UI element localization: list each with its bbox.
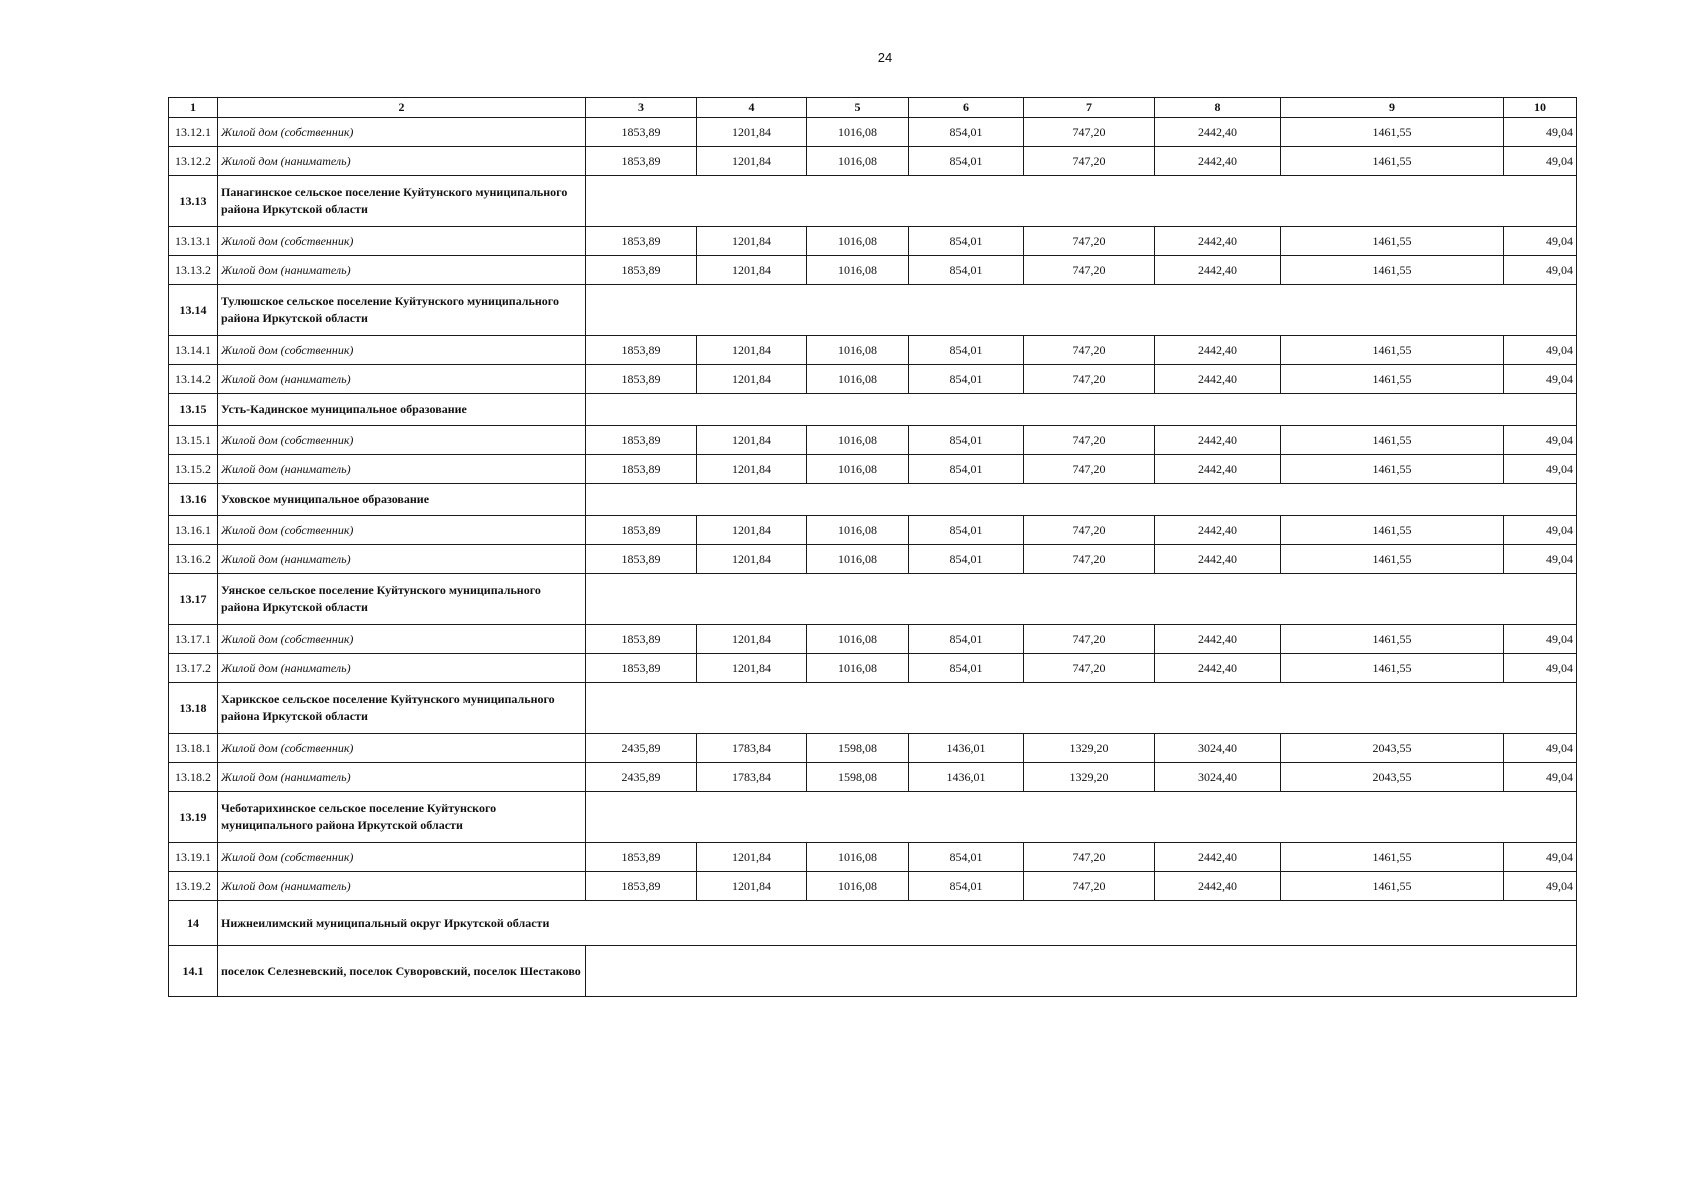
- column-header: 4: [697, 98, 807, 118]
- row-value: 1461,55: [1281, 545, 1504, 574]
- row-value: 2442,40: [1155, 365, 1281, 394]
- row-value: 2442,40: [1155, 545, 1281, 574]
- column-header: 10: [1504, 98, 1577, 118]
- row-value: 1853,89: [586, 455, 697, 484]
- group-code: 13.15: [169, 394, 218, 426]
- row-value: 1436,01: [909, 763, 1024, 792]
- group-header-row: [169, 484, 1577, 516]
- row-value: 49,04: [1504, 147, 1577, 176]
- row-code: 13.18.2: [169, 763, 218, 792]
- row-value: 1016,08: [807, 365, 909, 394]
- row-value: 1016,08: [807, 336, 909, 365]
- row-value: 1201,84: [697, 516, 807, 545]
- empty-cell: [586, 574, 1577, 625]
- row-value: 1201,84: [697, 118, 807, 147]
- row-value: 1201,84: [697, 654, 807, 683]
- row-name: Жилой дом (собственник): [218, 426, 586, 455]
- group-name: Уховское муниципальное образование: [218, 484, 586, 516]
- row-value: 1201,84: [697, 426, 807, 455]
- row-value: 854,01: [909, 147, 1024, 176]
- group-name: Усть-Кадинское муниципальное образование: [218, 394, 586, 426]
- group-header-row: [169, 394, 1577, 426]
- group-code: 13.17: [169, 574, 218, 625]
- row-value: 854,01: [909, 118, 1024, 147]
- row-value: 1598,08: [807, 734, 909, 763]
- group-name: Чеботарихинское сельское поселение Куйтунского муниципального района Иркутской области: [218, 792, 586, 843]
- row-value: 1853,89: [586, 654, 697, 683]
- row-name: Жилой дом (наниматель): [218, 872, 586, 901]
- row-value: 854,01: [909, 426, 1024, 455]
- row-code: 13.16.2: [169, 545, 218, 574]
- row-value: 747,20: [1024, 256, 1155, 285]
- row-value: 49,04: [1504, 227, 1577, 256]
- row-value: 1461,55: [1281, 516, 1504, 545]
- group-name: Уянское сельское поселение Куйтунского муниципального района Иркутской области: [218, 574, 586, 625]
- row-value: 1853,89: [586, 365, 697, 394]
- row-value: 1201,84: [697, 625, 807, 654]
- empty-cell: [586, 792, 1577, 843]
- table-header-row: [169, 98, 1577, 118]
- row-value: 1329,20: [1024, 763, 1155, 792]
- row-code: 13.14.2: [169, 365, 218, 394]
- row-value: 747,20: [1024, 625, 1155, 654]
- row-value: 2442,40: [1155, 654, 1281, 683]
- row-value: 747,20: [1024, 147, 1155, 176]
- row-value: 49,04: [1504, 336, 1577, 365]
- row-value: 1853,89: [586, 843, 697, 872]
- group-code: 14.1: [169, 946, 218, 997]
- table-row: [169, 147, 1577, 176]
- row-value: 1016,08: [807, 455, 909, 484]
- table-row: [169, 545, 1577, 574]
- tariff-table: [168, 97, 1577, 997]
- table-row: [169, 872, 1577, 901]
- row-value: 1853,89: [586, 516, 697, 545]
- row-value: 1461,55: [1281, 625, 1504, 654]
- row-value: 854,01: [909, 654, 1024, 683]
- row-name: Жилой дом (наниматель): [218, 763, 586, 792]
- row-value: 747,20: [1024, 455, 1155, 484]
- row-value: 1201,84: [697, 147, 807, 176]
- group-name: Харикское сельское поселение Куйтунского муниципального района Иркутской области: [218, 683, 586, 734]
- row-name: Жилой дом (наниматель): [218, 545, 586, 574]
- row-code: 13.15.1: [169, 426, 218, 455]
- row-value: 1201,84: [697, 455, 807, 484]
- row-value: 747,20: [1024, 336, 1155, 365]
- row-name: Жилой дом (наниматель): [218, 365, 586, 394]
- row-value: 2442,40: [1155, 872, 1281, 901]
- row-value: 1853,89: [586, 256, 697, 285]
- row-code: 13.18.1: [169, 734, 218, 763]
- row-value: 1201,84: [697, 843, 807, 872]
- column-header: 7: [1024, 98, 1155, 118]
- row-value: 1783,84: [697, 763, 807, 792]
- row-code: 13.14.1: [169, 336, 218, 365]
- row-value: 1016,08: [807, 147, 909, 176]
- table-row: [169, 654, 1577, 683]
- row-value: 854,01: [909, 625, 1024, 654]
- row-value: 1461,55: [1281, 654, 1504, 683]
- row-value: 1201,84: [697, 336, 807, 365]
- row-code: 13.13.1: [169, 227, 218, 256]
- row-value: 2442,40: [1155, 336, 1281, 365]
- group-header-row: [169, 792, 1577, 843]
- row-value: 2435,89: [586, 763, 697, 792]
- row-value: 49,04: [1504, 654, 1577, 683]
- row-value: 49,04: [1504, 118, 1577, 147]
- group-name: Тулюшское сельское поселение Куйтунского муниципального района Иркутской области: [218, 285, 586, 336]
- group-code: 13.18: [169, 683, 218, 734]
- row-value: 854,01: [909, 227, 1024, 256]
- row-value: 1329,20: [1024, 734, 1155, 763]
- empty-cell: [586, 683, 1577, 734]
- row-name: Жилой дом (собственник): [218, 734, 586, 763]
- column-header: 3: [586, 98, 697, 118]
- row-value: 2442,40: [1155, 147, 1281, 176]
- row-value: 1016,08: [807, 256, 909, 285]
- column-header: 5: [807, 98, 909, 118]
- row-value: 2442,40: [1155, 625, 1281, 654]
- row-value: 1853,89: [586, 227, 697, 256]
- row-value: 854,01: [909, 545, 1024, 574]
- row-value: 49,04: [1504, 843, 1577, 872]
- row-value: 854,01: [909, 365, 1024, 394]
- group-name: Панагинское сельское поселение Куйтунского муниципального района Иркутской области: [218, 176, 586, 227]
- column-header: 6: [909, 98, 1024, 118]
- row-value: 747,20: [1024, 516, 1155, 545]
- row-value: 1016,08: [807, 426, 909, 455]
- group-header-row: [169, 946, 1577, 997]
- row-value: 747,20: [1024, 872, 1155, 901]
- row-value: 1461,55: [1281, 426, 1504, 455]
- table-row: [169, 336, 1577, 365]
- row-value: 1853,89: [586, 147, 697, 176]
- row-value: 854,01: [909, 843, 1024, 872]
- row-code: 13.13.2: [169, 256, 218, 285]
- row-value: 1201,84: [697, 365, 807, 394]
- empty-cell: [586, 946, 1577, 997]
- table-body: [169, 118, 1577, 997]
- row-value: 49,04: [1504, 365, 1577, 394]
- row-name: Жилой дом (наниматель): [218, 256, 586, 285]
- row-value: 747,20: [1024, 426, 1155, 455]
- row-name: Жилой дом (собственник): [218, 843, 586, 872]
- row-value: 1461,55: [1281, 227, 1504, 256]
- row-code: 13.19.2: [169, 872, 218, 901]
- empty-cell: [586, 484, 1577, 516]
- row-value: 1016,08: [807, 227, 909, 256]
- empty-cell: [586, 176, 1577, 227]
- group-code: 14: [169, 901, 218, 946]
- row-value: 1853,89: [586, 118, 697, 147]
- row-value: 1016,08: [807, 516, 909, 545]
- row-value: 2435,89: [586, 734, 697, 763]
- group-name: поселок Селезневский, поселок Суворовский, поселок Шестаково: [218, 946, 586, 997]
- row-value: 49,04: [1504, 516, 1577, 545]
- row-name: Жилой дом (собственник): [218, 516, 586, 545]
- row-value: 1016,08: [807, 654, 909, 683]
- page-number: 24: [877, 50, 893, 65]
- row-value: 1783,84: [697, 734, 807, 763]
- row-value: 1461,55: [1281, 256, 1504, 285]
- row-code: 13.17.2: [169, 654, 218, 683]
- row-value: 49,04: [1504, 256, 1577, 285]
- row-value: 1436,01: [909, 734, 1024, 763]
- table-row: [169, 763, 1577, 792]
- column-header: 9: [1281, 98, 1504, 118]
- row-name: Жилой дом (собственник): [218, 227, 586, 256]
- column-header: 2: [218, 98, 586, 118]
- row-code: 13.19.1: [169, 843, 218, 872]
- row-value: 1598,08: [807, 763, 909, 792]
- row-value: 854,01: [909, 256, 1024, 285]
- row-code: 13.12.1: [169, 118, 218, 147]
- column-header: 1: [169, 98, 218, 118]
- row-value: 49,04: [1504, 625, 1577, 654]
- row-value: 2442,40: [1155, 426, 1281, 455]
- group-header-row: [169, 285, 1577, 336]
- group-code: 13.19: [169, 792, 218, 843]
- group-name: Нижнеилимский муниципальный округ Иркутской области: [218, 901, 1577, 946]
- row-code: 13.15.2: [169, 455, 218, 484]
- empty-cell: [586, 394, 1577, 426]
- row-value: 1016,08: [807, 118, 909, 147]
- row-value: 3024,40: [1155, 763, 1281, 792]
- row-value: 1461,55: [1281, 843, 1504, 872]
- table-row: [169, 455, 1577, 484]
- row-value: 49,04: [1504, 545, 1577, 574]
- group-header-row: [169, 574, 1577, 625]
- row-value: 1201,84: [697, 256, 807, 285]
- row-value: 1853,89: [586, 426, 697, 455]
- row-value: 1461,55: [1281, 118, 1504, 147]
- table-row: [169, 426, 1577, 455]
- row-value: 49,04: [1504, 872, 1577, 901]
- row-value: 1016,08: [807, 843, 909, 872]
- row-name: Жилой дом (собственник): [218, 625, 586, 654]
- table-row: [169, 118, 1577, 147]
- group-code: 13.13: [169, 176, 218, 227]
- row-value: 747,20: [1024, 843, 1155, 872]
- row-value: 2442,40: [1155, 118, 1281, 147]
- row-value: 1461,55: [1281, 872, 1504, 901]
- row-value: 2043,55: [1281, 734, 1504, 763]
- row-value: 854,01: [909, 336, 1024, 365]
- row-value: 747,20: [1024, 365, 1155, 394]
- row-code: 13.16.1: [169, 516, 218, 545]
- row-value: 49,04: [1504, 455, 1577, 484]
- row-value: 49,04: [1504, 763, 1577, 792]
- row-value: 1016,08: [807, 625, 909, 654]
- table-row: [169, 734, 1577, 763]
- row-name: Жилой дом (собственник): [218, 336, 586, 365]
- row-value: 2442,40: [1155, 227, 1281, 256]
- table-row: [169, 365, 1577, 394]
- row-value: 3024,40: [1155, 734, 1281, 763]
- row-value: 49,04: [1504, 426, 1577, 455]
- row-value: 1461,55: [1281, 365, 1504, 394]
- row-name: Жилой дом (наниматель): [218, 654, 586, 683]
- row-value: 1461,55: [1281, 336, 1504, 365]
- row-value: 854,01: [909, 455, 1024, 484]
- row-value: 1853,89: [586, 545, 697, 574]
- row-value: 747,20: [1024, 654, 1155, 683]
- table-row: [169, 516, 1577, 545]
- table-row: [169, 227, 1577, 256]
- row-value: 49,04: [1504, 734, 1577, 763]
- row-value: 2442,40: [1155, 843, 1281, 872]
- group-header-row: [169, 683, 1577, 734]
- group-code: 13.16: [169, 484, 218, 516]
- row-value: 1016,08: [807, 545, 909, 574]
- row-value: 2442,40: [1155, 455, 1281, 484]
- row-name: Жилой дом (наниматель): [218, 147, 586, 176]
- row-code: 13.17.1: [169, 625, 218, 654]
- row-value: 1461,55: [1281, 455, 1504, 484]
- row-value: 2043,55: [1281, 763, 1504, 792]
- group-header-row: [169, 176, 1577, 227]
- empty-cell: [586, 285, 1577, 336]
- row-name: Жилой дом (наниматель): [218, 455, 586, 484]
- table-row: [169, 843, 1577, 872]
- group-code: 13.14: [169, 285, 218, 336]
- row-value: 1853,89: [586, 336, 697, 365]
- table-row: [169, 625, 1577, 654]
- group-header-row: [169, 901, 1577, 946]
- row-value: 1853,89: [586, 625, 697, 654]
- row-value: 854,01: [909, 872, 1024, 901]
- row-value: 747,20: [1024, 545, 1155, 574]
- row-value: 1853,89: [586, 872, 697, 901]
- row-value: 1016,08: [807, 872, 909, 901]
- row-value: 1201,84: [697, 872, 807, 901]
- row-value: 1201,84: [697, 545, 807, 574]
- row-value: 854,01: [909, 516, 1024, 545]
- row-value: 747,20: [1024, 118, 1155, 147]
- row-value: 2442,40: [1155, 516, 1281, 545]
- column-header: 8: [1155, 98, 1281, 118]
- row-value: 1461,55: [1281, 147, 1504, 176]
- row-code: 13.12.2: [169, 147, 218, 176]
- row-value: 747,20: [1024, 227, 1155, 256]
- table-row: [169, 256, 1577, 285]
- row-name: Жилой дом (собственник): [218, 118, 586, 147]
- row-value: 2442,40: [1155, 256, 1281, 285]
- row-value: 1201,84: [697, 227, 807, 256]
